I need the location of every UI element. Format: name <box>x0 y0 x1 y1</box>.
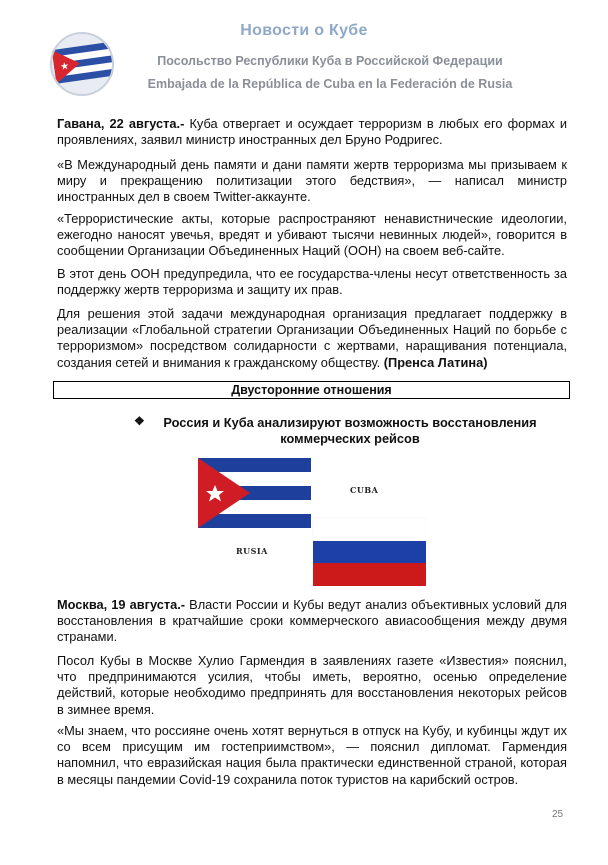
article1-paragraph4: В этот день ООН предупредила, что ее государства-члены несут ответственность за поддержку жертв терроризма и защиту их прав. <box>57 266 567 298</box>
article1-paragraph3: «Террористические акты, которые распространяют ненавистнические идеологии, ежегодно наносят увечья, вредят и убивают тысячи невинных людей», говорится в сообщении Организации Объединенных Наций (ООН) на своем веб-сайте. <box>57 211 567 259</box>
embassy-name-ru: Посольство Республики Куба в Российской Федерации <box>157 54 503 68</box>
embassy-name-es: Embajada de la República de Cuba en la Federación de Rusia <box>147 77 513 91</box>
source-credit: (Пренса Латина) <box>383 354 488 370</box>
russia-flag-icon <box>313 518 426 586</box>
article1-paragraph2: «В Международный день памяти и дани памяти жертв терроризма мы призываем к миру и прекращению политизации этого бедствия», — написал министр иностранных дел в своем Twitter-аккаунте. <box>57 157 567 205</box>
flags-image <box>198 458 426 586</box>
cuba-label: CUBA <box>350 485 379 495</box>
page-number: 25 <box>552 809 564 820</box>
rusia-label: RUSIA <box>236 546 268 556</box>
article1-paragraph5: Для решения этой задачи международная организация предлагает поддержку в реализации «Глобальной стратегии Организации Объединенных Наций по борьбе с терроризмом» посредством солидарности с жертвами, наращивания потенциала, создания сетей и внимания к гражданскому обществу. (Пренса Латина) <box>57 306 567 370</box>
section-heading: Двусторонние отношения <box>53 381 570 399</box>
cuba-flag-icon <box>198 458 311 528</box>
cuba-flag-logo <box>50 32 114 96</box>
article1-paragraph1: Гавана, 22 августа.- Куба отвергает и осуждает терроризм в любых его формах и проявлениях, заявил министр иностранных дел Бруно Родригес. <box>57 116 567 148</box>
bullet-icon: ❖ <box>134 414 145 428</box>
dateline: Гавана, 22 августа.- <box>57 116 185 131</box>
dateline-2: Москва, 19 августа.- <box>57 597 186 612</box>
svg-text:★: ★ <box>59 60 70 74</box>
newsletter-title: Новости о Кубе <box>240 22 368 39</box>
article2-headline: Россия и Куба анализируют возможность восстановления коммерческих рейсов <box>163 415 537 446</box>
article2-paragraph1: Москва, 19 августа.- Власти России и Кубы ведут анализ объективных условий для восстановления в кратчайшие сроки коммерческого авиасообщения между двумя странами. <box>57 597 567 645</box>
article2-paragraph3: «Мы знаем, что россияне очень хотят вернуться в отпуск на Кубу, и кубинцы ждут их со всем присущим им гостеприимством», — пояснил дипломат. Гармендия напомнил, что евразийская нация была практически единственной страной, которая в месяцы пандемии Covid-19 сохранила поток туристов на карибский остров. <box>57 723 567 787</box>
article2-paragraph2: Посол Кубы в Москве Хулио Гармендия в заявлениях газете «Известия» пояснил, что предпринимаются усилия, чтобы иметь, вероятно, осенью определение действий, которые необходимо предпринять для восстановления некоторых рейсов в зимнее время. <box>57 653 567 717</box>
